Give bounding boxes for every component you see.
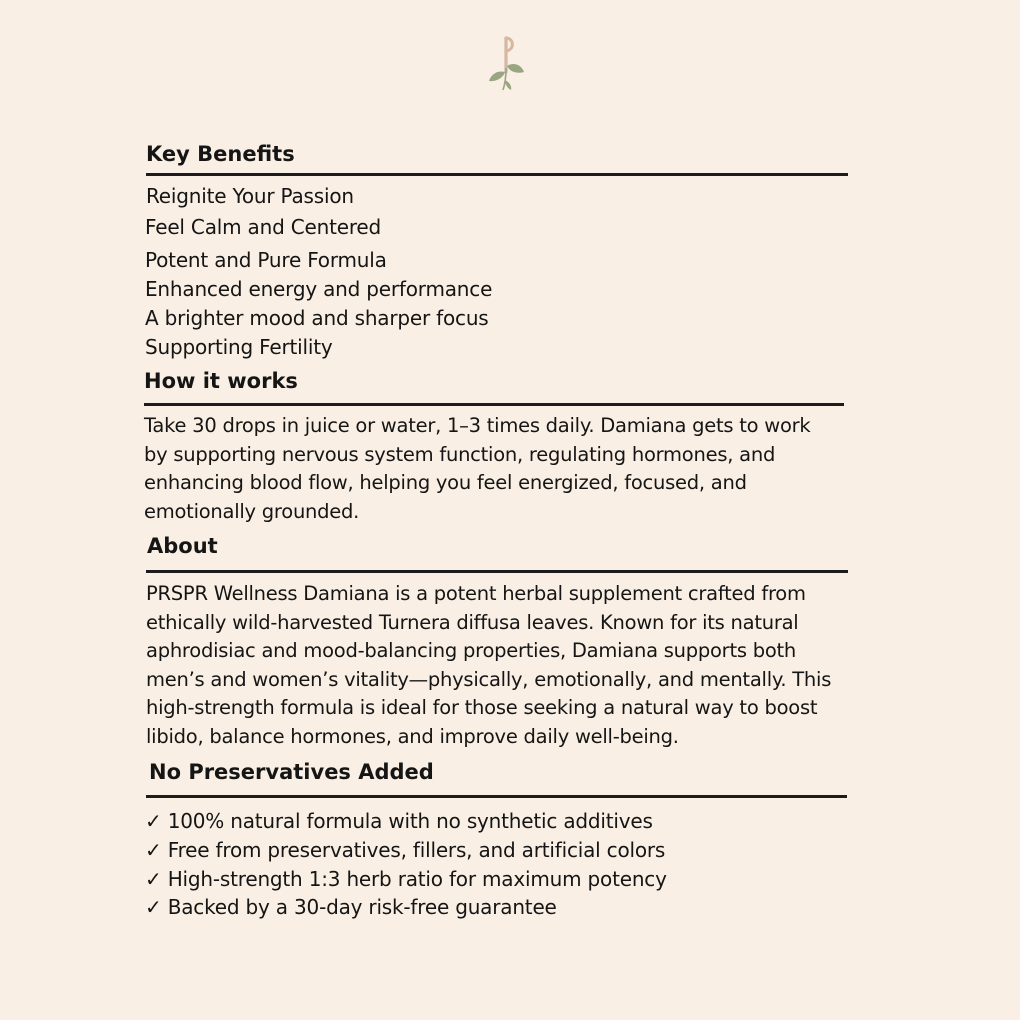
about-text: PRSPR Wellness Damiana is a potent herbal supplement crafted from ethically wild-harvested Turnera diffusa leaves. Known for its natural aphrodisiac and mood-balancing properties, Damiana supports both men’s and women’s vitality—physically, emotionally, and mentally. This high-strength formula is ideal for those seeking a natural way to boost libido, balance hormones, and improve daily well-being.	[146, 582, 832, 748]
key-benefits-heading: Key Benefits	[146, 142, 295, 166]
benefit-item: Feel Calm and Centered	[145, 215, 382, 239]
preservative-item: ✓ Backed by a 30-day risk-free guarantee	[145, 895, 557, 919]
preservative-item: ✓ 100% natural formula with no synthetic additives	[145, 809, 653, 833]
benefit-item: Potent and Pure Formula	[145, 248, 387, 272]
benefit-item: Reignite Your Passion	[146, 184, 354, 208]
about-divider	[146, 570, 848, 573]
about-heading: About	[147, 534, 218, 558]
benefit-item: Supporting Fertility	[145, 335, 333, 359]
no-preservatives-heading: No Preservatives Added	[149, 760, 434, 784]
key-benefits-divider	[146, 173, 848, 176]
how-it-works-heading: How it works	[144, 369, 298, 393]
preservative-item: ✓ Free from preservatives, fillers, and artificial colors	[145, 838, 666, 862]
no-preservatives-divider	[146, 795, 847, 798]
how-it-works-divider	[144, 403, 844, 406]
benefit-item: Enhanced energy and performance	[145, 277, 493, 301]
sprout-p-logo-icon	[484, 32, 528, 96]
how-it-works-text: Take 30 drops in juice or water, 1–3 times daily. Damiana gets to work by supporting nervous system function, regulating hormones, and enhancing blood flow, helping you feel energized, focused, and emotionally grounded.	[144, 414, 811, 523]
preservative-item: ✓ High-strength 1:3 herb ratio for maximum potency	[145, 867, 667, 891]
benefit-item: A brighter mood and sharper focus	[145, 306, 489, 330]
